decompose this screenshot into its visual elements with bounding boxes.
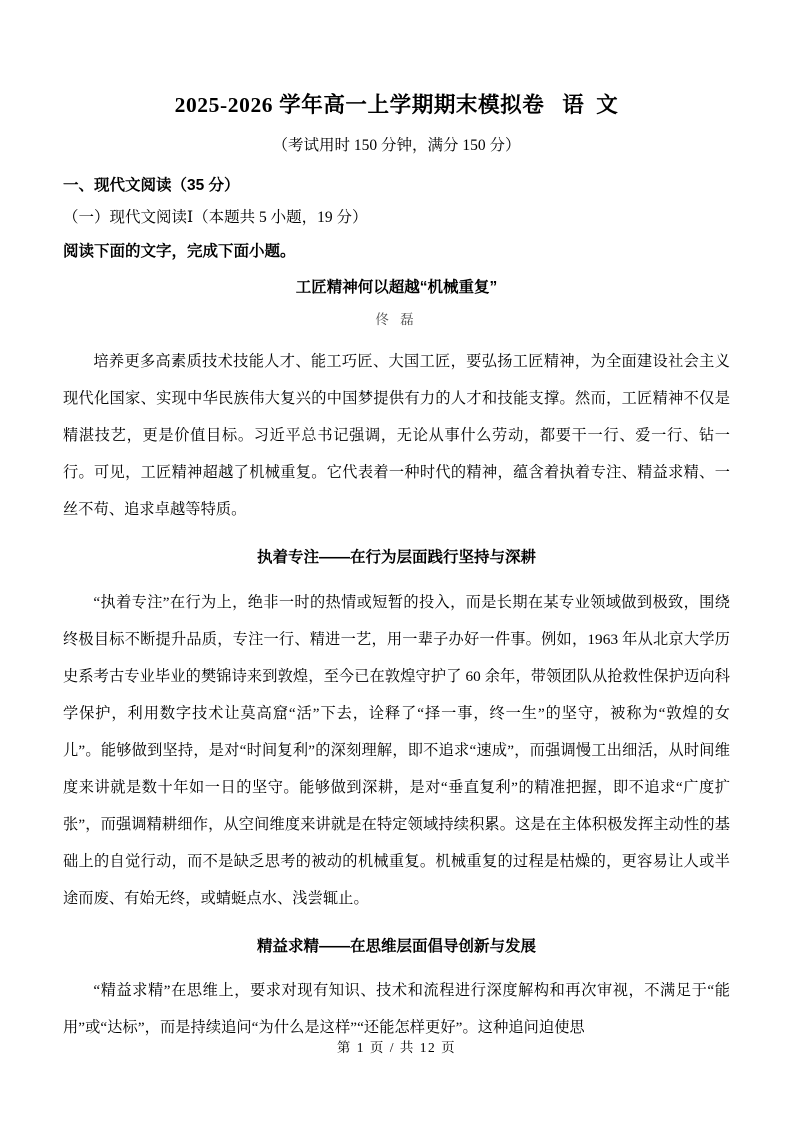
article-subheading-2: 精益求精——在思维层面倡导创新与发展 (256, 937, 536, 955)
article-author: 佟 磊 (375, 311, 418, 327)
article-paragraph-2: “执着专注”在行为上，绝非一时的热情或短暂的投入，而是长期在某专业领域做到极致，围绕终极目标不断提升品质，专注一行、精进一艺，用一辈子办好一件事。例如，1963 年从北京大学历史系考古专业毕业的樊锦诗来到敦煌，至今已在敦煌守护了 60 余年，带领团队从抢救性保护迈向科学保护，利用数字技术让莫高窟“活”下去，诠释了“择一事，终一生”的坚守，被称为“敦煌的女儿”。能够做到坚持，是对“时间复利”的深刻理解，即不追求“速成”，而强调慢工出细活，从时间维度来讲就是数十年如一日的坚守。能够做到深耕，是对“垂直复利”的精准把握，即不追求“广度扩张”，而强调精耕细作，从空间维度来讲就是在特定领域持续积累。这是在主体积极发挥主动性的基础上的自觉行动，而不是缺乏思考的被动的机械重复。机械重复的过程是枯燥的，更容易让人或半途而废、有始无终，或蜻蜓点水、浅尝辄止。 (63, 593, 730, 907)
article-subheading-1: 执着专注——在行为层面践行坚持与深耕 (256, 549, 536, 567)
exam-duration-subtitle: （考试用时 150 分钟，满分 150 分） (272, 136, 521, 154)
page-title: 2025-2026 学年高一上学期期末模拟卷 语 文 (174, 93, 619, 117)
instruction-text: 阅读下面的文字，完成下面小题。 (63, 242, 296, 260)
section-heading-part-one: 一、现代文阅读（35 分） (63, 176, 240, 194)
page-footer (0, 1036, 793, 1056)
subsection-heading-reading-one: （一）现代文阅读Ⅰ（本题共 5 小题，19 分） (63, 209, 368, 227)
article-title: 工匠精神何以超越“机械重复” (295, 279, 498, 297)
page-number-label: 第 1 页 / 共 12 页 (336, 1040, 457, 1055)
article-paragraph-3: “精益求精”在思维上，要求对现有知识、技术和流程进行深度解构和再次审视，不满足于“能用”或“达标”，而是持续追问“为什么是这样”“还能怎样更好”。这种追问迫使思 (63, 981, 730, 1036)
article-paragraph-1: 培养更多高素质技术技能人才、能工巧匠、大国工匠，要弘扬工匠精神，为全面建设社会主义现代化国家、实现中华民族伟大复兴的中国梦提供有力的人才和技能支撑。然而，工匠精神不仅是精湛技艺，更是价值目标。习近平总书记强调，无论从事什么劳动，都要干一行、爱一行、钻一行。可见，工匠精神超越了机械重复。它代表着一种时代的精神，蕴含着执着专注、精益求精、一丝不苟、追求卓越等特质。 (63, 353, 730, 519)
